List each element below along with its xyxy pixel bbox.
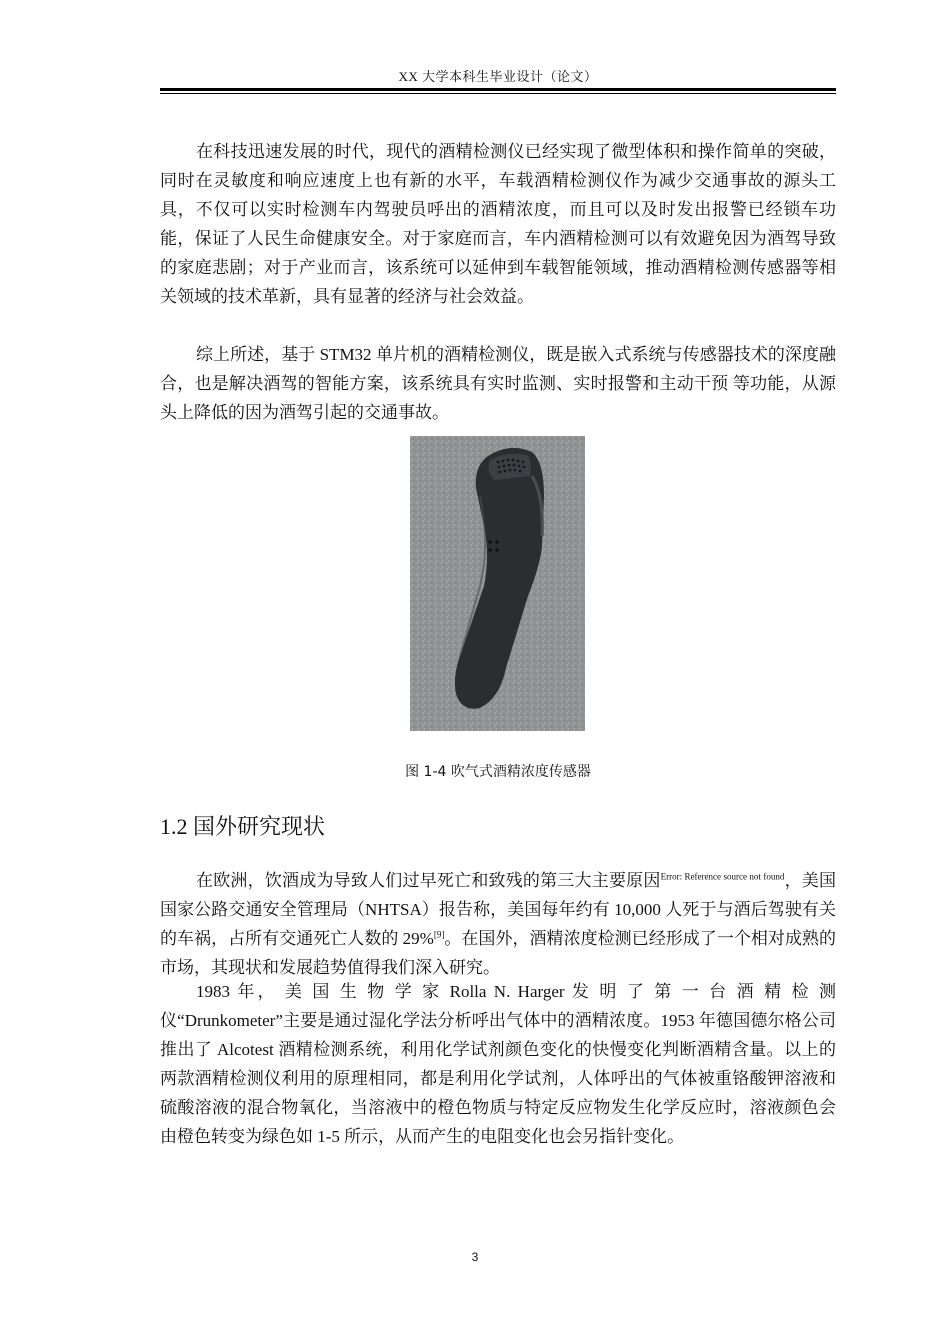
section-title: 1.2 国外研究现状 (160, 814, 326, 839)
paragraph-foreign-status-part-a: 在欧洲，饮酒成为导致人们过早死亡和致残的第三大主要原因 (196, 871, 661, 890)
reference-error-superscript: Error: Reference source not found (660, 871, 785, 882)
header-rule-thin (160, 93, 836, 94)
paragraph-foreign-status (160, 866, 836, 982)
citation-superscript: [9] (433, 929, 445, 940)
paragraph-summary: 综上所述，基于 STM32 单片机的酒精检测仪，既是嵌入式系统与传感器技术的深度融合，也是解决酒驾的智能方案，该系统具有实时监测、实时报警和主动干预 等功能，从源头上降低的因为酒驾引起的交通事故。 (160, 345, 836, 422)
paragraph-foreign-status-part-b: ，美国国家公路交通安全管理局（NHTSA）报告称，美国每年约有 10,000 人死于与酒后驾驶有关的车祸，占所有交通死亡人数的 29% (160, 871, 837, 948)
running-header: XX 大学本科生毕业设计（论文） (398, 69, 598, 84)
header-rule-thick (160, 88, 836, 91)
paragraph-intro-significance: 在科技迅速发展的时代，现代的酒精检测仪已经实现了微型体积和操作简单的突破，同时在灵敏度和响应速度上也有新的水平，车载酒精检测仪作为减少交通事故的源头工具，不仅可以实时检测车内驾驶员呼出的酒精浓度，而且可以及时发出报警已经锁车功能，保证了人民生命健康安全。对于家庭而言，车内酒精检测可以有效避免因为酒驾导致的家庭悲剧；对于产业而言，该系统可以延伸到车载智能领域，推动酒精检测传感器等相关领域的技术革新，具有显著的经济与社会效益。 (160, 142, 836, 306)
paragraph-history: 1983 年， 美 国 生 物 学 家 Rolla N. Harger 发 明 了 第 一 台 酒 精 检 测 仪“Drunkometer”主要是通过湿化学法分析呼出气体中的酒精浓度。1953 年德国德尔格公司推出了 Alcotest 酒精检测系统，利用化学试剂颜色变化的快慢变化判断酒精含量。以上的两款酒精检测仪利用的原理相同，都是利用化学试剂，人体呼出的气体被重铬酸钾溶液和硫酸溶液的混合物氧化，当溶液中的橙色物质与特定反应物发生化学反应时，溶液颜色会由橙色转变为绿色如 1-5 所示，从而产生的电阻变化也会另指针变化。 (160, 982, 836, 1146)
paragraph-foreign-status-part-c: 。在国外，酒精浓度检测已经形成了一个相对成熟的市场，其现状和发展趋势值得我们深入研究。 (160, 929, 836, 977)
breath-sensor-photo (410, 436, 585, 731)
page-number: 3 (471, 1250, 479, 1264)
figure-caption: 图 1-4 吹气式酒精浓度传感器 (405, 764, 591, 780)
